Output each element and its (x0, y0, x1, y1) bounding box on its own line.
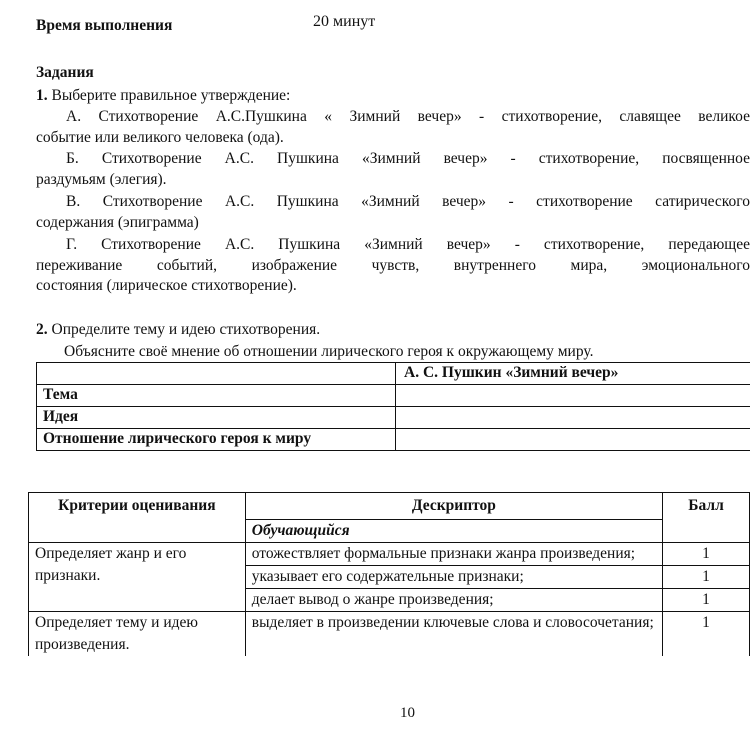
question-1 (36, 87, 290, 105)
table-row (37, 429, 750, 451)
option-a (36, 107, 750, 148)
option-c (36, 192, 750, 233)
option-d (36, 235, 750, 297)
score-cell: 1 (663, 589, 750, 612)
page-number: 10 (400, 705, 415, 721)
table-row (37, 363, 750, 385)
question-2-text: Определите тему и идею стихотворения. (51, 321, 321, 338)
question-1-text: Выберите правильное утверждение: (51, 87, 291, 104)
score-cell: 1 (663, 566, 750, 589)
option-b-line2: раздумьям (элегия). (36, 170, 167, 188)
score-header: Балл (663, 493, 750, 543)
score-cell: 1 (663, 543, 750, 566)
descriptor-cell: выделяет в произведении ключевые слова и словосочетания; (245, 612, 662, 657)
option-d-line1: Г. Стихотворение А.С. Пушкина «Зимний вечер» - стихотворение, передающее (66, 236, 750, 253)
criterion-cell: Определяет тему и идею произведения. (29, 612, 246, 657)
row-label-theme: Тема (37, 385, 396, 407)
option-b (36, 149, 750, 190)
question-1-number: 1. (36, 87, 48, 104)
theme-answer-cell[interactable] (396, 385, 750, 407)
question-2 (36, 321, 320, 339)
poem-column-header: А. С. Пушкин «Зимний вечер» (396, 363, 750, 385)
time-label: Время выполнения (36, 17, 173, 34)
learner-subheader: Обучающийся (245, 520, 662, 543)
descriptor-cell: делает вывод о жанре произведения; (245, 589, 662, 612)
option-d-line3: состояния (лирическое стихотворение). (36, 277, 297, 294)
option-c-line1: В. Стихотворение А.С. Пушкина «Зимний вечер» - стихотворение сатирического (66, 193, 750, 210)
option-d-line2: переживание событий, изображение чувств, внутреннего мира, эмоционального (36, 256, 750, 274)
option-b-line1: Б. Стихотворение А.С. Пушкина «Зимний вечер» - стихотворение, посвященное (66, 150, 750, 167)
criteria-table (28, 492, 750, 656)
score-cell: 1 (663, 612, 750, 657)
poem-table (36, 362, 750, 451)
criterion-cell: Определяет жанр и его признаки. (29, 543, 246, 612)
criteria-header: Критерии оценивания (29, 493, 246, 543)
table-row (37, 407, 750, 429)
time-value: 20 минут (313, 13, 376, 30)
table-row (29, 612, 750, 657)
row-label-idea: Идея (37, 407, 396, 429)
option-c-line2: содержания (эпиграмма) (36, 213, 199, 231)
row-label-attitude: Отношение лирического героя к миру (37, 429, 396, 451)
option-a-line1: А. Стихотворение А.С.Пушкина « Зимний вечер» - стихотворение, славящее великое (66, 108, 750, 125)
tasks-title: Задания (36, 64, 94, 81)
descriptor-header: Дескриптор (245, 493, 662, 520)
table-cell (37, 363, 396, 385)
descriptor-cell: отожествляет формальные признаки жанра произведения; (245, 543, 662, 566)
question-2-number: 2. (36, 321, 48, 338)
descriptor-cell: указывает его содержательные признаки; (245, 566, 662, 589)
table-row (37, 385, 750, 407)
table-row (29, 543, 750, 566)
table-header-row (29, 493, 750, 520)
idea-answer-cell[interactable] (396, 407, 750, 429)
option-a-line2: событие или великого человека (ода). (36, 128, 284, 146)
attitude-answer-cell[interactable] (396, 429, 750, 451)
question-2-note: Объясните своё мнение об отношении лирического героя к окружающему миру. (64, 343, 594, 360)
